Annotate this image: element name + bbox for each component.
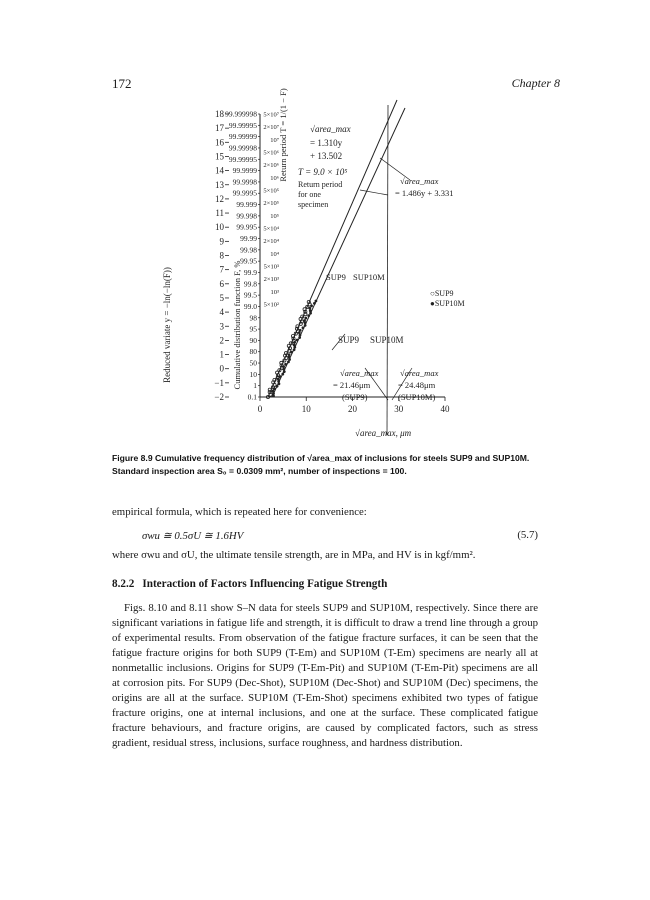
data-point-sup10m — [277, 378, 280, 381]
figure-8-9 — [162, 88, 650, 450]
data-point-sup10m — [304, 317, 307, 320]
percent-tick-label: 99.9 — [243, 267, 257, 277]
data-point-sup10m — [309, 309, 312, 312]
section-heading — [112, 578, 387, 590]
data-point-sup10m — [282, 365, 285, 368]
x-tick-label: 20 — [348, 404, 357, 414]
return-tick-label: 2×10⁷ — [263, 124, 279, 132]
eq1-line3: + 13.502 — [310, 151, 343, 161]
paragraph-3: Figs. 8.10 and 8.11 show S–N data for steels SUP9 and SUP10M, respectively. Since there are significant variations in fatigue life and strength, it is difficult to draw a trend line through a group of experimental results. From observation of the fatigue fracture surfaces, it can be seen that the fatigue fracture origins for both SUP9 (T-Em) and SUP10M (T-Em) specimens are nearly all at nonmetallic inclusions. Origins for SUP9 (T-Em-Pit) and SUP10M (T-Em-Pit) specimens are all at corrosion pits. For SUP9 (Dec-Shot), SUP10M (Dec-Shot) and SUP10M (Dec) specimens, the origins are all at the surface. SUP10M (T-Em-Shot) specimens exhibited two types of fatigue fracture origins, one at internal inclusions, and one at the surface. These complicated fatigue fracture behaviours, and fracture origins, are caused by complicated factors, such as stress gradient, residual stress, inclusions, surface roughness, and hardness distribution. — [112, 602, 538, 749]
page-number: 172 — [112, 76, 132, 91]
percent-tick-label: 95 — [249, 324, 257, 334]
percent-tick-label: 80 — [249, 347, 257, 357]
x-tick-label: 0 — [257, 404, 263, 414]
svg-text:○SUP9 — [430, 289, 454, 298]
percent-tick-label: 99.99999 — [228, 132, 257, 142]
reduced-tick-label: 18 — [215, 109, 224, 119]
percent-tick-label: 50 — [249, 358, 257, 368]
data-point-sup10m — [299, 329, 302, 332]
y-axis-outer-label: Reduced variate y = −ln(−ln(F)) — [162, 267, 172, 383]
percent-tick-label: 90 — [249, 335, 257, 345]
return-tick-label: 2×10⁴ — [263, 238, 279, 246]
data-point-sup10m — [276, 385, 279, 388]
percent-ticks — [225, 110, 260, 402]
data-point-sup10m — [302, 326, 305, 329]
eq2-line2: = 1.486y + 3.331 — [395, 188, 454, 198]
reduced-tick-label: 1 — [219, 349, 224, 360]
x-tick-label: 40 — [440, 404, 450, 414]
reduced-tick-label: 3 — [219, 321, 224, 332]
percent-tick-label: 0.1 — [247, 392, 257, 402]
data-point-sup10m — [299, 334, 302, 337]
data-point-sup10m — [290, 351, 293, 354]
y-axis-inner-label: Cumulative distribution function F, % — [232, 260, 242, 390]
return-tick-label: 10⁴ — [270, 250, 279, 258]
reduced-tick-label: −2 — [214, 392, 224, 402]
return-tick-label: 5×10⁷ — [263, 111, 279, 119]
mid-label-sup10m: SUP10M — [370, 335, 404, 345]
percent-tick-label: 98 — [249, 313, 257, 323]
annot-sup9-line2: = 21.46μm — [333, 380, 371, 390]
percent-tick-label: 99.999 — [236, 200, 257, 210]
data-point-sup10m — [293, 343, 296, 346]
percent-tick-label: 99.99995 — [228, 120, 257, 130]
reduced-tick-label: 11 — [215, 208, 224, 219]
section-title: Interaction of Factors Influencing Fatigue Strength — [142, 578, 388, 590]
annot-sup9-line3: (SUP9) — [342, 392, 368, 402]
reduced-tick-label: 0 — [219, 363, 224, 374]
data-point-sup10m — [272, 395, 275, 398]
data-point-sup10m — [308, 307, 311, 310]
x-axis-label: √area_max, μm — [355, 428, 412, 438]
return-tick-label: 2×10³ — [263, 276, 279, 284]
annot-sup9-line1: √area_max — [340, 368, 379, 378]
legend-label-sup9: SUP9 — [434, 289, 454, 298]
percent-tick-label: 99.9998 — [232, 177, 257, 187]
reduced-tick-label: 5 — [219, 292, 224, 303]
percent-tick-label: 99.998 — [236, 211, 257, 221]
percent-tick-label: 99.99 — [240, 234, 257, 244]
eq2-line1: √area_max — [400, 176, 439, 186]
line-label-sup10m: SUP10M — [353, 272, 385, 282]
percent-tick-label: 99.0 — [243, 301, 257, 311]
annot-sup10m-line3: (SUP10M) — [398, 392, 436, 402]
return-period-text-2: for one — [298, 190, 321, 199]
data-point-sup10m — [281, 373, 284, 376]
paragraph-1: empirical formula, which is repeated here for convenience: — [112, 506, 367, 518]
x-tick-label: 30 — [394, 404, 404, 414]
svg-text:●SUP10M — [430, 299, 465, 308]
reduced-tick-label: 7 — [219, 264, 224, 275]
equation-5-7 — [112, 529, 538, 545]
section-number: 8.2.2 — [112, 578, 135, 590]
data-point-sup10m — [277, 380, 280, 383]
data-point-sup10m — [304, 324, 307, 327]
data-points-sup10m — [271, 300, 317, 398]
reduced-tick-label: 16 — [215, 137, 224, 148]
data-point-sup10m — [296, 339, 299, 342]
vertical-line-sup9 — [387, 105, 388, 435]
return-tick-label: 5×10³ — [263, 263, 279, 271]
chapter-header: Chapter 8 — [511, 76, 560, 90]
data-point-sup10m — [307, 314, 310, 317]
equation: σwu ≅ 0.5σU ≅ 1.6HV — [142, 530, 244, 542]
annot-sup10m-line2: = 24.48μm — [398, 380, 436, 390]
equation-number: (5.7) — [517, 529, 538, 541]
figure-caption — [112, 452, 537, 478]
eq1-line1: √area_max — [310, 124, 351, 134]
reduced-tick-label: −1 — [214, 377, 224, 388]
reduced-tick-label: 6 — [219, 278, 224, 289]
data-point-sup10m — [284, 363, 287, 366]
data-point-sup10m — [293, 346, 296, 349]
percent-tick-label: 99.8 — [243, 279, 257, 289]
reduced-tick-label: 17 — [215, 123, 224, 134]
line-label-sup9: SUP9 — [326, 272, 346, 282]
data-point-sup10m — [287, 360, 290, 363]
percent-tick-label: 99.999998 — [225, 109, 257, 119]
gumbel-plot — [162, 88, 650, 450]
reduced-tick-label: 9 — [219, 236, 224, 247]
return-tick-label: 5×10² — [263, 301, 279, 309]
return-period-text-3: specimen — [298, 200, 329, 209]
return-tick-label: 10⁷ — [270, 136, 279, 144]
return-period-value: T = 9.0 × 10⁵ — [298, 167, 348, 177]
data-point-sup10m — [313, 302, 316, 305]
data-point-sup10m — [278, 382, 281, 385]
reduced-tick-label: 15 — [215, 151, 224, 162]
data-point-sup10m — [288, 353, 291, 356]
return-tick-label: 10⁶ — [270, 174, 279, 182]
percent-tick-label: 99.99995 — [228, 154, 257, 164]
caption-prefix: Figure 8.9 — [112, 453, 153, 463]
reduced-tick-label: 12 — [215, 193, 224, 204]
data-point-sup10m — [304, 322, 307, 325]
percent-tick-label: 99.5 — [243, 290, 257, 300]
data-point-sup10m — [293, 348, 296, 351]
data-point-sup10m — [273, 387, 276, 390]
data-point-sup10m — [282, 368, 285, 371]
percent-tick-label: 99.995 — [236, 222, 257, 232]
percent-tick-label: 99.9995 — [232, 188, 257, 198]
data-point-sup10m — [298, 336, 301, 339]
reduced-tick-label: 2 — [219, 335, 224, 346]
return-tick-label: 10⁵ — [270, 212, 279, 220]
data-point-sup10m — [288, 358, 291, 361]
return-tick-label: 2×10⁶ — [263, 162, 279, 170]
data-point-sup10m — [298, 331, 301, 334]
return-tick-label: 5×10⁵ — [263, 187, 279, 195]
eq1-line2: = 1.310y — [310, 138, 343, 148]
data-point-sup10m — [309, 312, 312, 315]
percent-tick-label: 99.95 — [240, 256, 257, 266]
return-tick-label: 2×10⁵ — [263, 200, 279, 208]
return-period-text-1: Return period — [298, 180, 343, 189]
legend-label-sup10m: SUP10M — [434, 299, 465, 308]
data-point-sup10m — [272, 392, 275, 395]
percent-tick-label: 99.9999 — [232, 166, 257, 176]
reduced-variate-ticks — [214, 109, 229, 402]
data-point-sup10m — [278, 375, 281, 378]
return-tick-label: 10³ — [270, 288, 279, 296]
return-tick-label: 5×10⁴ — [263, 225, 279, 233]
reduced-tick-label: 13 — [215, 179, 224, 190]
x-tick-label: 10 — [301, 404, 311, 414]
legend-marker-sup10m: ● — [430, 299, 435, 308]
return-period-axis-label: Return period T = 1/(1 − F) — [278, 88, 288, 182]
paragraph-2: where σwu and σU, the ultimate tensile strength, are in MPa, and HV is in kgf/mm². — [112, 549, 476, 561]
legend — [430, 289, 465, 308]
percent-tick-label: 1 — [253, 381, 257, 391]
data-point-sup10m — [293, 341, 296, 344]
caption-text: Cumulative frequency distribution of √area_max of inclusions for steels SUP9 and SUP10M. Standard inspection area S₀ = 0.0309 mm², number of inspections = 100. — [112, 453, 530, 476]
annot-sup10m-line1: √area_max — [400, 368, 439, 378]
reduced-tick-label: 4 — [219, 307, 224, 318]
return-tick-label: 5×10⁶ — [263, 149, 279, 157]
data-point-sup10m — [271, 390, 274, 393]
data-point-sup10m — [283, 370, 286, 373]
data-point-sup10m — [303, 319, 306, 322]
data-point-sup10m — [287, 356, 290, 359]
reduced-tick-label: 14 — [215, 165, 224, 176]
percent-tick-label: 99.99998 — [228, 143, 257, 153]
reduced-tick-label: 8 — [219, 250, 224, 261]
data-point-sup10m — [310, 304, 313, 307]
percent-tick-label: 99.98 — [240, 245, 257, 255]
data-point-sup10m — [315, 300, 318, 303]
reduced-tick-label: 10 — [215, 222, 224, 233]
percent-tick-label: 10 — [249, 369, 257, 379]
return-period-leader — [360, 190, 388, 195]
data-points-sup9 — [263, 300, 311, 398]
legend-marker-sup9: ○ — [430, 289, 435, 298]
mid-label-sup9: SUP9 — [338, 335, 360, 345]
